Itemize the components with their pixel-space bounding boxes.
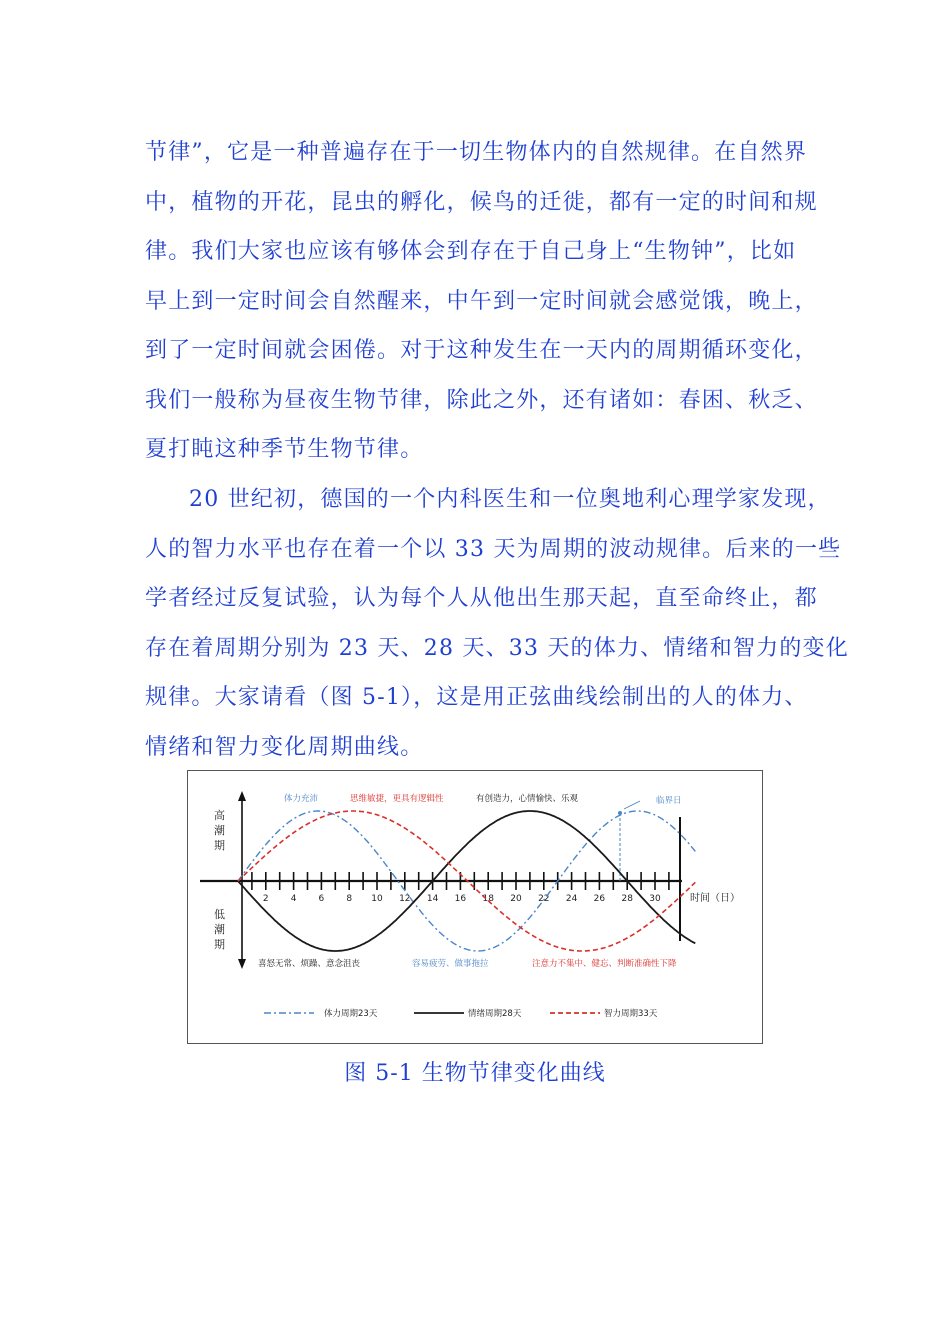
note-intellect-high: 思维敏捷，更具有逻辑性: [350, 794, 444, 804]
x-tick-label: 30: [649, 894, 661, 904]
low-period-label-3: 期: [214, 938, 225, 951]
high-period-label-1: 高: [214, 809, 225, 822]
text-line: 存在着周期分别为 23 天、28 天、33 天的体力、情绪和智力的变化: [145, 635, 849, 661]
text-line: 夏打盹这种季节生物节律。: [145, 437, 424, 462]
y-axis-arrow-down: [238, 959, 246, 969]
legend-label-intellect: 智力周期33天: [604, 1009, 658, 1019]
x-tick-label: 18: [482, 894, 494, 904]
text-line: 中，植物的开花，昆虫的孵化，候鸟的迁徙，都有一定的时间和规: [145, 189, 818, 215]
note-emotion-low: 喜怒无常、烦躁、意念沮丧: [258, 959, 361, 969]
x-tick-label: 6: [318, 894, 325, 904]
low-period-label-1: 低: [214, 908, 225, 921]
x-tick-label: 14: [426, 894, 439, 904]
note-critical-day: 临界日: [656, 796, 682, 806]
critical-day-pointer: [624, 801, 640, 809]
x-tick-label: 16: [454, 894, 467, 904]
x-tick-label: 10: [371, 894, 383, 904]
text-line: 20 世纪初，德国的一个内科医生和一位奥地利心理学家发现，: [189, 487, 831, 512]
text-line: 律。我们大家也应该有够体会到存在于自己身上“生物钟”，比如: [145, 239, 797, 264]
paragraph-2: [145, 475, 849, 772]
note-intellect-low: 注意力不集中、健忘、判断准确性下降: [532, 959, 677, 969]
low-period-label-2: 潮: [214, 923, 225, 936]
text-line: 规律。大家请看（图 5-1），这是用正弦曲线绘制出的人的体力、: [145, 685, 808, 710]
x-tick-label: 22: [538, 894, 550, 904]
legend-label-emotion: 情绪周期28天: [468, 1009, 522, 1019]
note-emotion-high: 有创造力，心情愉快、乐观: [476, 794, 579, 804]
legend-label-physical: 体力周期23天: [324, 1009, 378, 1019]
figure-caption: 图 5-1 生物节律变化曲线: [344, 1061, 606, 1086]
x-tick-label: 12: [399, 894, 411, 904]
text-line: 到了一定时间就会困倦。对于这种发生在一天内的周期循环变化，: [145, 338, 818, 363]
x-tick-label: 20: [510, 894, 522, 904]
text-line: 我们一般称为昼夜生物节律，除此之外，还有诸如：春困、秋乏、: [145, 387, 818, 413]
text-line: 情绪和智力变化周期曲线。: [145, 734, 424, 760]
text-line: 人的智力水平也存在着一个以 33 天为周期的波动规律。后来的一些: [145, 536, 842, 562]
y-axis-arrow-up: [238, 791, 246, 801]
paragraph-1: [145, 128, 818, 475]
x-tick-label: 4: [290, 894, 297, 904]
text-line: 学者经过反复试验，认为每个人从他出生那天起，直至命终止，都: [145, 586, 818, 611]
x-axis-label: 时间（日）: [690, 893, 740, 904]
biorhythm-figure: [187, 770, 763, 1044]
note-physical-low: 容易疲劳、做事拖拉: [412, 959, 489, 969]
x-tick-label: 28: [621, 894, 633, 904]
x-tick-label: 8: [346, 894, 353, 904]
text-line: 节律”，它是一种普遍存在于一切生物体内的自然规律。在自然界: [145, 140, 808, 165]
x-tick-label: 26: [593, 894, 606, 904]
text-line: 早上到一定时间会自然醒来，中午到一定时间就会感觉饿，晚上，: [145, 288, 818, 314]
high-period-label-3: 期: [214, 839, 225, 852]
biorhythm-chart: [188, 771, 762, 1043]
x-tick-label: 2: [262, 894, 269, 904]
x-tick-label: 24: [565, 894, 578, 904]
note-physical-high: 体力充沛: [284, 794, 319, 804]
high-period-label-2: 潮: [214, 824, 225, 837]
